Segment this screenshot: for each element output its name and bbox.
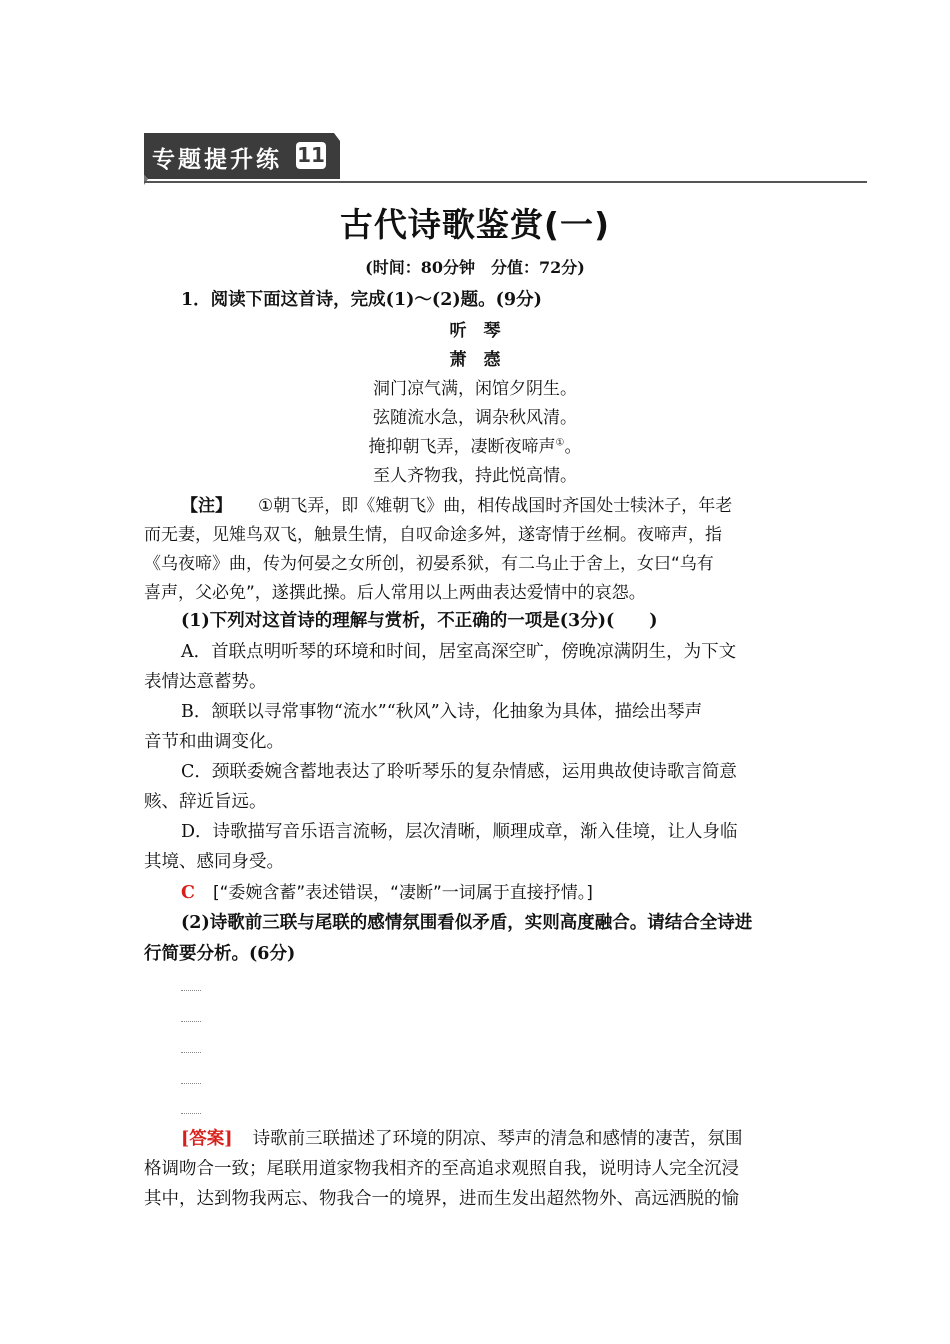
option-a-line-1: A．首联点明听琴的环境和时间，居室高深空旷，傍晚凉满阴生，为下文 [181, 642, 737, 662]
answer-2-text-1: 诗歌前三联描述了环境的阴凉、琴声的清急和感情的凄苦，氛围 [252, 1129, 743, 1149]
header-rule-left [144, 181, 344, 183]
answer-blank-line[interactable] [181, 1112, 201, 1114]
question-1-stem: 1．阅读下面这首诗，完成(1)～(2)题。(9分) [181, 290, 542, 310]
answer-blank-line[interactable] [181, 1051, 201, 1053]
answer-2-line-3: 其中，达到物我两忘、物我合一的境界，进而生发出超然物外、高远洒脱的愉 [144, 1189, 739, 1209]
answer-2-line-1 [181, 1125, 845, 1150]
banner-label: 专题提升练 [152, 147, 282, 173]
footnote-marker: ① [555, 437, 565, 449]
option-b-line-2: 音节和曲调变化。 [144, 732, 284, 752]
sub-question-2-line-2: 行简要分析。(6分) [144, 944, 296, 964]
poem-line-1: 洞门凉气满，闲馆夕阴生。 [373, 379, 577, 399]
option-c-line-1: C．颈联委婉含蓄地表达了聆听琴乐的复杂情感，运用典故使诗歌言简意 [181, 762, 737, 782]
time-score-info: (时间：80分钟 分值：72分) [365, 258, 585, 277]
note-line-2: 而无妻，见雉鸟双飞，触景生情，自叹命途多舛，遂寄情于丝桐。夜啼声，指 [144, 525, 722, 545]
header-rule [340, 181, 867, 183]
poem-line-3-end: 。 [564, 437, 582, 457]
note-text-1: ①朝飞弄，即《雉朝飞》曲，相传战国时齐国处士犊沐子，年老 [258, 496, 733, 516]
answer-label: [答案] [181, 1129, 233, 1149]
answer-2-line-2: 格调吻合一致；尾联用道家物我相齐的至高追求观照自我，说明诗人完全沉浸 [144, 1159, 739, 1179]
note-line-3: 《乌夜啼》曲，传为何晏之女所创，初晏系狱，有二乌止于舍上，女曰“乌有 [144, 554, 714, 574]
option-b-line-1: B．颔联以寻常事物“流水”“秋风”入诗，化抽象为具体，描绘出琴声 [181, 702, 703, 722]
answer-blank-line[interactable] [181, 1082, 201, 1084]
page-title: 古代诗歌鉴赏(一) [339, 205, 611, 244]
answer-1-line [181, 878, 845, 903]
note-line-4: 喜声，父必免”，遂撰此操。后人常用以上两曲表达爱情中的哀怨。 [144, 583, 646, 603]
poem-line-3 [0, 432, 950, 457]
answer-1-explanation: [“委婉含蓄”表述错误，“凄断”一词属于直接抒情。] [212, 883, 593, 903]
note-label: 【注】 [181, 496, 232, 516]
poem-line-4: 至人齐物我，持此悦高情。 [373, 466, 577, 486]
option-c-line-2: 赅、辞近旨远。 [144, 792, 267, 812]
poem-line-2: 弦随流水急，调杂秋风清。 [373, 408, 577, 428]
option-d-line-1: D．诗歌描写音乐语言流畅，层次清晰，顺理成章，渐入佳境，让人身临 [181, 822, 738, 842]
poem-title: 听 琴 [449, 321, 501, 341]
option-d-line-2: 其境、感同身受。 [144, 852, 284, 872]
sub-question-2-line-1: (2)诗歌前三联与尾联的感情氛围看似矛盾，实则高度融合。请结合全诗进 [181, 913, 753, 933]
note-line-1 [181, 491, 845, 516]
answer-blank-line[interactable] [181, 1020, 201, 1022]
poem-author: 萧 悫 [449, 350, 501, 370]
answer-1-letter: C [181, 883, 195, 903]
banner-number: 11 [297, 143, 325, 167]
sub-question-1-stem: (1)下列对这首诗的理解与赏析，不正确的一项是(3分)( ) [181, 611, 658, 631]
poem-line-3-text: 掩抑朝飞弄，凄断夜啼声 [368, 437, 556, 457]
option-a-line-2: 表情达意蓄势。 [144, 672, 267, 692]
answer-blank-line[interactable] [181, 989, 201, 991]
